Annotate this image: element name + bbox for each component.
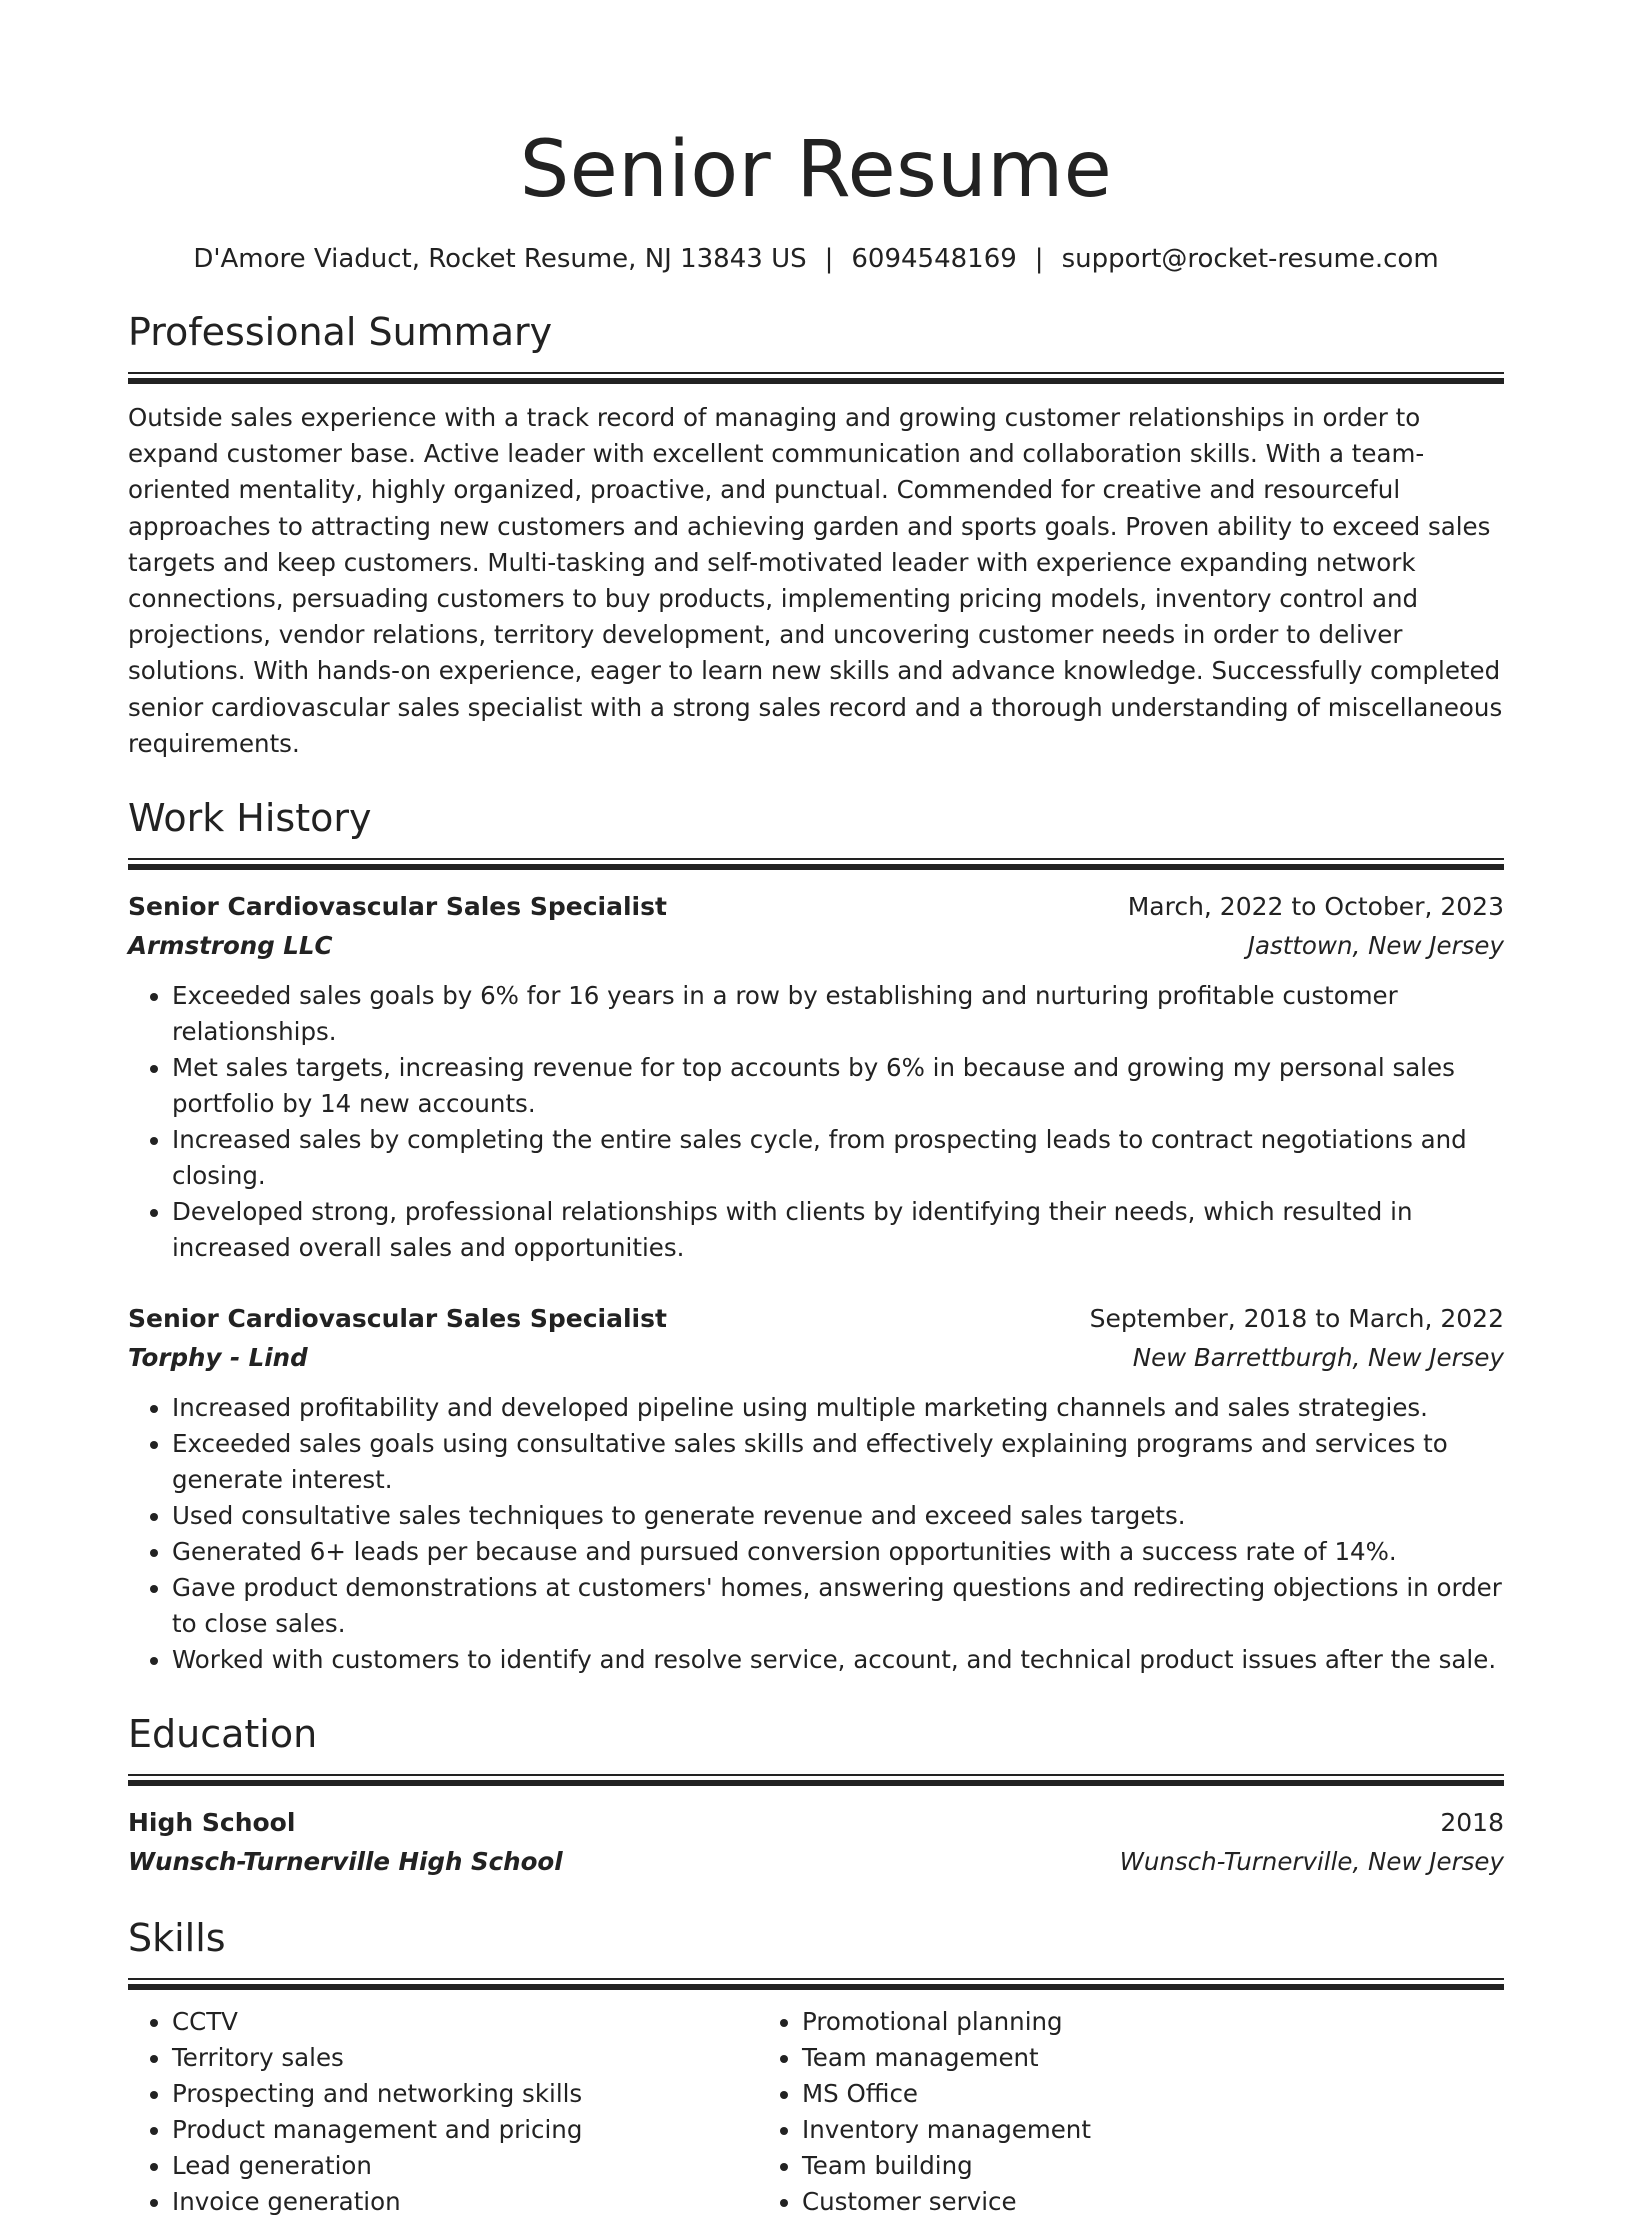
job-header-row	[128, 1300, 1504, 1338]
section-divider	[128, 1774, 1504, 1786]
skill-item: • Prospecting and networking skills	[172, 2076, 758, 2112]
education-header-row	[128, 1804, 1504, 1842]
education-school: Wunsch-Turnerville High School	[128, 1847, 563, 1877]
job-company-row	[128, 926, 1504, 966]
section-title-summary: Professional Summary	[128, 310, 553, 354]
job-bullet: • Increased profitability and developed pipeline using multiple marketing channels and sales strategies.	[172, 1390, 1504, 1426]
education-school-row	[128, 1842, 1504, 1882]
job-entry	[128, 1300, 1504, 1678]
section-title-education: Education	[128, 1712, 318, 1757]
job-company: Armstrong LLC	[128, 931, 333, 961]
education-entry	[128, 1804, 1504, 1882]
skill-item: • Product management and pricing	[172, 2112, 758, 2148]
skill-item: • CCTV	[172, 2004, 758, 2040]
contact-separator: |	[1034, 244, 1044, 274]
skill-item: • Inventory management	[802, 2112, 1388, 2148]
job-header-row	[128, 888, 1504, 926]
section-divider	[128, 858, 1504, 870]
job-dates: March, 2022 to October, 2023	[1127, 892, 1504, 922]
skill-item: • Team building	[802, 2148, 1388, 2184]
section-title-skills: Skills	[128, 1916, 226, 1961]
skill-item: • Team management	[802, 2040, 1388, 2076]
job-bullet: • Generated 6+ leads per because and pursued conversion opportunities with a success rate of 14%.	[172, 1534, 1504, 1570]
resume-name: Senior Resume	[519, 125, 1113, 215]
section-divider	[128, 1978, 1504, 1990]
section-divider	[128, 372, 1504, 384]
job-bullet: • Exceeded sales goals by 6% for 16 years in a row by establishing and nurturing profitable customer relationships.	[172, 978, 1504, 1050]
skills-list-left	[128, 2004, 758, 2220]
job-bullet: • Used consultative sales techniques to generate revenue and exceed sales targets.	[172, 1498, 1504, 1534]
job-company-row	[128, 1338, 1504, 1378]
summary-section	[128, 308, 1504, 762]
job-entry	[128, 888, 1504, 1266]
job-bullets	[128, 978, 1504, 1266]
job-bullet: • Increased sales by completing the entire sales cycle, from prospecting leads to contract negotiations and closing.	[172, 1122, 1504, 1194]
work-history-section	[128, 794, 1504, 1678]
skill-item: • MS Office	[802, 2076, 1388, 2112]
job-bullet: • Worked with customers to identify and resolve service, account, and technical product issues after the sale.	[172, 1642, 1504, 1678]
summary-text: Outside sales experience with a track record of managing and growing customer relationships in order to expand customer base. Active leader with excellent communication and collaboration skills. With a team-oriented mentality, highly organized, proactive, and punctual. Commended for creative and resourceful approaches to attracting new customers and achieving garden and sports goals. Proven ability to exceed sales targets and keep customers. Multi-tasking and self-motivated leader with experience expanding network connections, persuading customers to buy products, implementing pricing models, inventory control and projections, vendor relations, territory development, and uncovering customer needs in order to deliver solutions. With hands-on experience, eager to learn new skills and advance knowledge. Successfully completed senior cardiovascular sales specialist with a strong sales record and a thorough understanding of miscellaneous requirements.	[128, 403, 1503, 758]
contact-address: D'Amore Viaduct, Rocket Resume, NJ 13843 US	[193, 244, 807, 274]
contact-separator: |	[824, 244, 834, 274]
job-bullets	[128, 1390, 1504, 1678]
skill-item: • Territory sales	[172, 2040, 758, 2076]
skill-item: • Customer service	[802, 2184, 1388, 2220]
contact-line	[128, 242, 1504, 276]
education-section	[128, 1710, 1504, 1882]
job-title: Senior Cardiovascular Sales Specialist	[128, 892, 667, 922]
job-company: Torphy - Lind	[128, 1343, 308, 1373]
job-location: Jasttown, New Jersey	[1247, 931, 1504, 961]
skills-list-right	[758, 2004, 1388, 2220]
job-bullet: • Exceeded sales goals using consultative sales skills and effectively explaining programs and services to generate interest.	[172, 1426, 1504, 1498]
job-dates: September, 2018 to March, 2022	[1089, 1304, 1504, 1334]
skill-item: • Invoice generation	[172, 2184, 758, 2220]
job-bullet: • Developed strong, professional relationships with clients by identifying their needs, which resulted in increased overall sales and opportunities.	[172, 1194, 1504, 1266]
job-title: Senior Cardiovascular Sales Specialist	[128, 1304, 667, 1334]
skill-item: • Lead generation	[172, 2148, 758, 2184]
skills-columns	[128, 2004, 1504, 2220]
contact-phone: 6094548169	[851, 244, 1017, 274]
job-location: New Barrettburgh, New Jersey	[1132, 1343, 1504, 1373]
job-bullet: • Gave product demonstrations at customers' homes, answering questions and redirecting objections in order to close sales.	[172, 1570, 1504, 1642]
education-location: Wunsch-Turnerville, New Jersey	[1119, 1847, 1504, 1877]
education-year: 2018	[1440, 1808, 1504, 1838]
skills-section	[128, 1914, 1504, 2220]
contact-email: support@rocket-resume.com	[1061, 244, 1439, 274]
section-title-work: Work History	[128, 796, 372, 841]
job-bullet: • Met sales targets, increasing revenue for top accounts by 6% in because and growing my personal sales portfolio by 14 new accounts.	[172, 1050, 1504, 1122]
education-degree: High School	[128, 1808, 296, 1838]
skill-item: • Promotional planning	[802, 2004, 1388, 2040]
